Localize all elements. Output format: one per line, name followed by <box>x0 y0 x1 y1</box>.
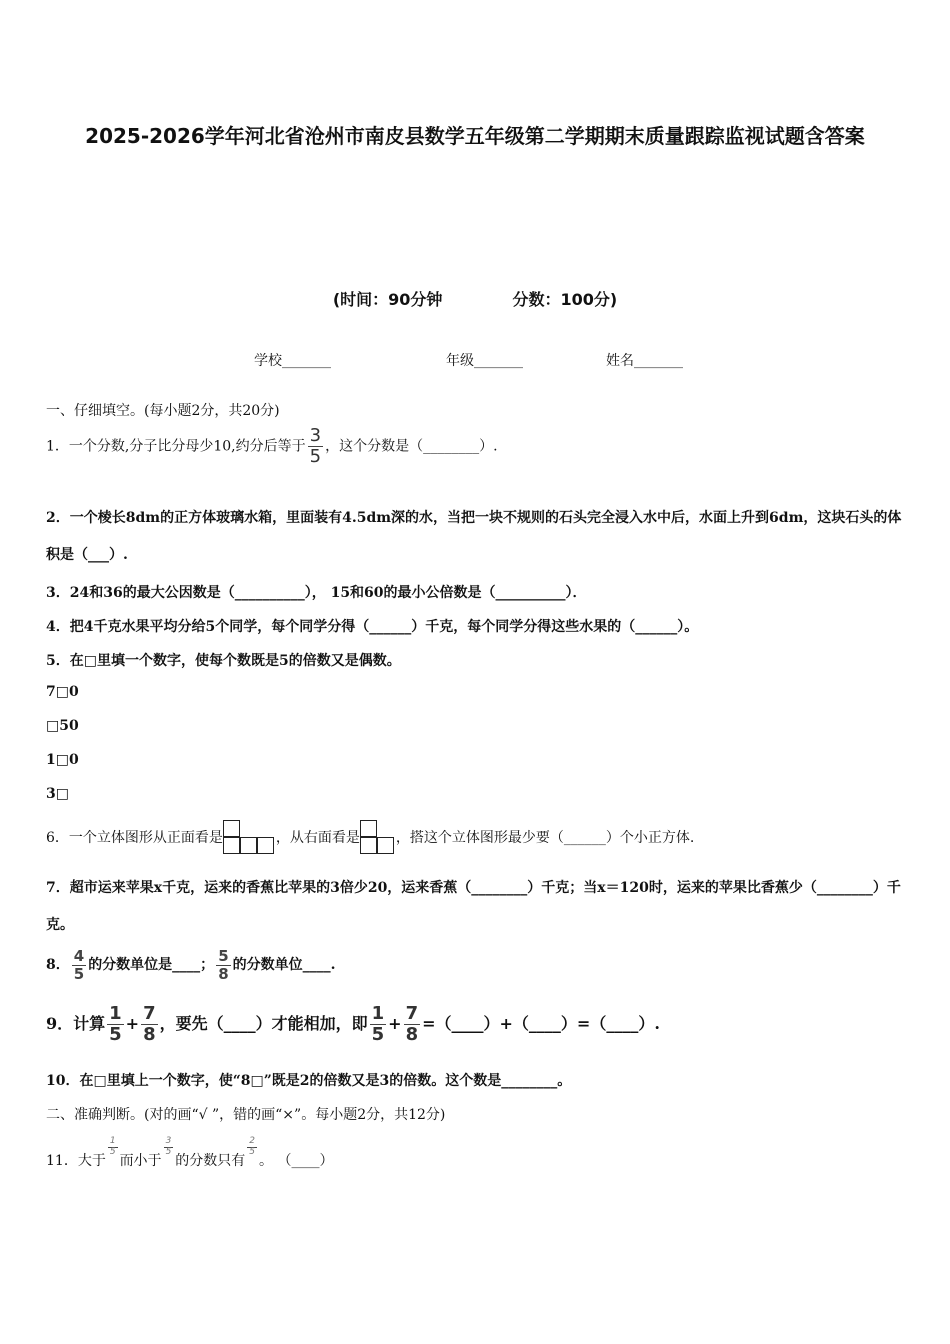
fraction: $\frac{1}{5}$ <box>109 1135 116 1157</box>
fraction: $\frac{2}{5}$ <box>249 1135 256 1157</box>
q5-item: 7□0 <box>46 684 79 700</box>
name-field[interactable]: 姓名_______ <box>606 353 683 369</box>
exam-score: 分数：100分) <box>512 290 618 309</box>
fraction: $\frac{1}{5}$ <box>109 1003 122 1045</box>
q5-item: □50 <box>46 718 79 734</box>
question-9: 9．计算 $\frac{1}{5}$ + $\frac{7}{8}$ ，要先（____）才能相加，即 $\frac{1}{5}$ + $\frac{7}{8}$ =（____）+（____）=（____）. <box>46 1003 660 1045</box>
fraction: $\frac{5}{8}$ <box>218 947 229 983</box>
exam-time: (时间：90分钟 <box>332 290 443 309</box>
question-1-text: 1．一个分数,分子比分母少10,约分后等于 <box>46 438 306 455</box>
question-2: 2．一个棱长8dm的正方体玻璃水箱，里面装有4.5dm深的水，当把一块不规则的石头完全浸入水中后，水面上升到6dm，这块石头的体积是（___）. <box>46 510 902 563</box>
front-view-figure <box>223 820 276 856</box>
right-view-figure <box>360 820 396 856</box>
exam-meta <box>0 287 950 310</box>
question-6-text-3: ，搭这个立体图形最少要（______）个小正方体. <box>395 830 695 846</box>
question-10: 10．在□里填上一个数字，使“8□”既是2的倍数又是3的倍数。这个数是________。 <box>46 1073 572 1089</box>
fraction: $\frac{7}{8}$ <box>405 1003 419 1045</box>
grade-field[interactable]: 年级_______ <box>446 353 523 369</box>
question-11: 11．大于 $\frac{1}{5}$ 而小于 $\frac{3}{5}$ 的分数只有 $\frac{2}{5}$ 。 （____） <box>46 1135 334 1169</box>
q5-item: 1□0 <box>46 752 79 768</box>
question-7: 7．超市运来苹果x千克，运来的香蕉比苹果的3倍少20，运来香蕉（________）千克；当x＝120时，运来的苹果比香蕉少（________）千克。 <box>46 880 901 933</box>
fraction: $\frac{3}{5}$ <box>165 1135 172 1157</box>
school-field[interactable]: 学校_______ <box>254 353 331 369</box>
question-1 <box>46 426 498 467</box>
question-3: 3．24和36的最大公因数是（__________）， 15和60的最小公倍数是（__________）． <box>46 585 587 601</box>
section-1-heading: 一、仔细填空。(每小题2分，共20分) <box>46 403 280 419</box>
question-4: 4．把4千克水果平均分给5个同学，每个同学分得（______）千克，每个同学分得这些水果的（______）。 <box>46 619 699 635</box>
question-8: 8． $\frac{4}{5}$ 的分数单位是____； $\frac{5}{8}$ 的分数单位____. <box>46 947 336 983</box>
page-title: 2025-2026学年河北省沧州市南皮县数学五年级第二学期期末质量跟踪监视试题含答案 <box>85 124 865 148</box>
fraction: $\frac{3}{5}$ <box>309 425 322 467</box>
question-5: 5．在□里填一个数字，使每个数既是5的倍数又是偶数。 <box>46 653 401 669</box>
question-6 <box>46 818 694 858</box>
q5-item: 3□ <box>46 786 69 802</box>
question-6-text-2: ，从右面看是 <box>275 830 360 846</box>
fraction: $\frac{4}{5}$ <box>73 947 85 983</box>
section-2-heading: 二、准确判断。(对的画“√ ”，错的画“×”。每小题2分，共12分) <box>46 1107 446 1123</box>
question-1-blank: ，这个分数是（________）. <box>325 438 498 455</box>
fraction: $\frac{7}{8}$ <box>143 1003 156 1045</box>
question-6-text: 6．一个立体图形从正面看是 <box>46 830 223 846</box>
fraction: $\frac{1}{5}$ <box>371 1003 385 1045</box>
